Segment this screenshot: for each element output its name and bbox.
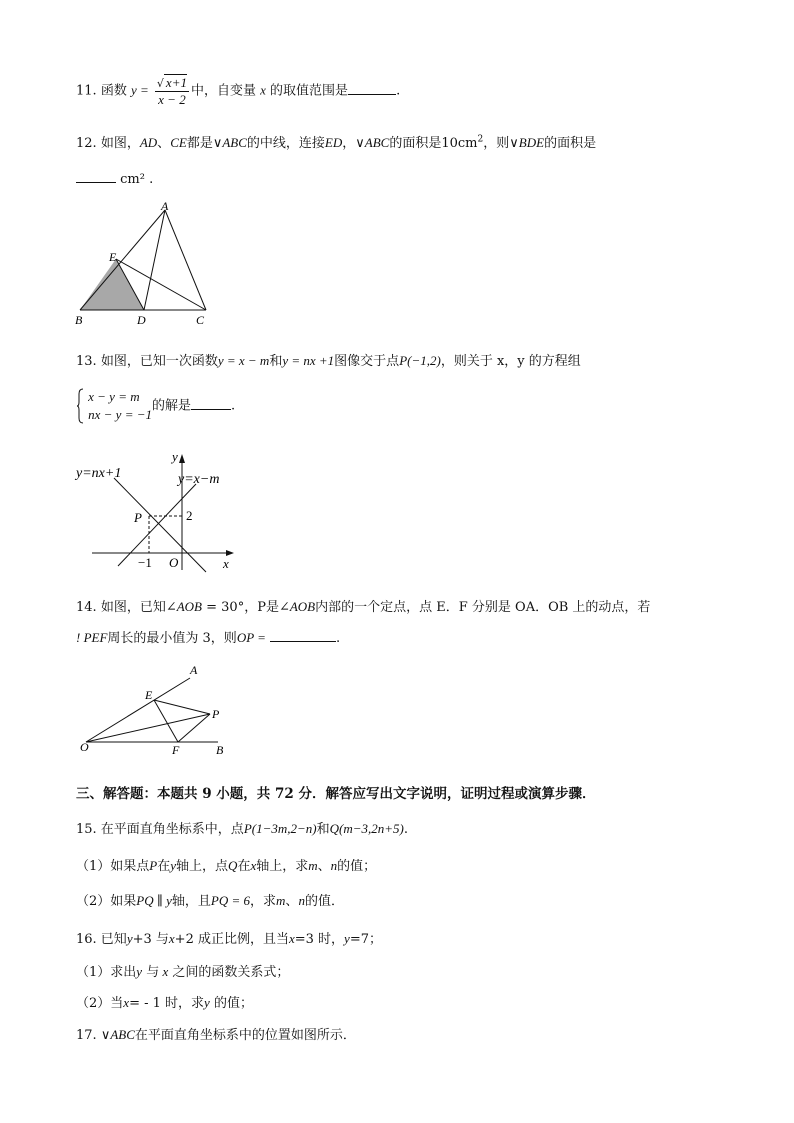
q12-number: 12. [76,136,101,151]
question-17 [76,1024,356,1043]
q13-text-c: 图像交于点 [334,354,400,369]
q16-p1-a: （1）求出 [76,965,137,980]
q12-ad: AD [139,135,158,150]
q11-lhs: y = [130,82,149,98]
q11-frac-num: x+1 [165,75,187,90]
q12-text-b: 都是 [186,136,213,151]
q17-text: 在平面直角坐标系中的位置如图所示． [134,1028,356,1043]
fig14-label-e: E [145,688,153,702]
q15-p2-a: （2）如果 [76,894,137,909]
q11-end: . [396,83,401,99]
fig14-label-f: F [172,743,180,756]
q14-line-2 [76,627,340,646]
fig12-label-c: C [196,313,205,327]
question-15 [76,818,408,837]
q15-and: 和 [316,822,330,837]
q15-p2-d: 、 [285,894,299,909]
q17-number: 17. [76,1028,101,1043]
q16-y: y [126,931,133,946]
q15-p1-p: P [149,858,158,873]
q14-text-c: 内部的一个定点，点 E．F 分别是 OA．OB 上的动点，若 [315,600,651,615]
q15-end: . [403,822,408,837]
q15-p2-eq: PQ = 6 [210,893,251,908]
fig13-axis-x: x [223,556,229,571]
question-12 [76,132,596,151]
fig14-label-a: A [190,663,198,677]
q15-p1-g: 的值； [337,859,377,874]
q12-tri-bde: ∨BDE [509,135,545,150]
q15-p1-n: n [330,858,338,873]
q16-p2-x: x [123,995,130,1010]
q13-text-a: 如图，已知一次函数 [100,354,218,369]
fig13-label-p: P [134,510,142,525]
q17-triangle: ∨ABC [100,1027,135,1042]
figure-13-graph [72,448,252,576]
figure-14-angle [74,660,234,756]
q16-p1-b: 与 [142,965,160,980]
q11-answer-blank [348,82,396,95]
q16-b: +2 成正比例，且当 [174,932,289,947]
fig14-label-b: B [216,743,224,756]
fig13-tick-neg1: −1 [138,555,152,570]
q15-p1-d: 在 [237,859,251,874]
q16-p1-c: 之间的函数关系式； [168,965,290,980]
q16-p2-a: （2）当 [76,996,124,1011]
q12-text-f: ，则 [483,136,510,151]
q12-answer-line [76,170,153,187]
q11-tail2: 的取值范围是 [270,83,349,99]
fig13-label-line-2: y=x−m [178,472,220,487]
q12-tri-abc-2: ∨ABC [355,135,390,150]
q16-p1-y: y [136,964,143,979]
q14-text-d: 周长的最小值为 3，则 [107,631,237,646]
q14-end: . [335,631,341,646]
q13-equation-2: nx − y = −1 [88,407,152,422]
brace-icon [76,388,84,424]
q11-tail: 中，自变量 [190,83,256,99]
fig14-label-o: O [80,740,89,754]
q15-p1-f: 、 [317,859,331,874]
q16-p2-b: = - 1 时，求 [129,996,205,1011]
q13-equation-1: x − y = m [88,389,140,404]
q13-system-line [76,388,235,424]
q16-p2-y: y [204,995,210,1010]
q15-p2-b: 轴，且 [171,894,211,909]
q15-p1-y: y [170,858,177,873]
q13-text-d: ，则关于 x，y 的方程组 [440,354,581,369]
q15-p1-a: （1）如果点 [76,859,150,874]
q12-end: . [149,172,154,187]
q13-equation-system [76,388,152,424]
q15-p2-c: ，求 [250,894,277,909]
q15-point-q: Q(m−3,2n+5) [329,821,404,836]
q13-func-1: y = x − m [217,353,270,368]
q11-fraction: $\frac{√ x+1}{x - 2}$ [156,75,187,107]
fig12-label-a: A [161,199,169,213]
q12-text-a: 如图， [100,136,140,151]
question-16 [76,928,382,947]
q14-number: 14. [76,600,101,615]
q15-p1-q: Q [228,858,238,873]
q15-p2-e: 的值． [304,894,344,909]
fig12-label-d: D [137,313,146,327]
q15-p1-c: 轴上，点 [176,859,229,874]
question-14 [76,596,650,615]
q16-text: 16. 已知 [76,932,127,947]
fig13-tick-2: 2 [186,508,193,523]
q14-answer-blank [270,629,336,642]
q16-p2-c: 的值； [209,996,253,1011]
q14-angle: AOB [176,599,202,614]
q12-sup: 2 [477,134,484,145]
q13-number: 13. [76,354,101,369]
q12-text-e: 的面积是10cm [389,136,478,151]
fig13-origin: O [169,555,179,570]
q16-part-1 [76,961,289,980]
q15-part-1 [76,855,376,874]
q14-triangle: ! PEF [76,630,108,645]
question-11 [76,75,400,107]
q15-p2-n: n [298,893,305,908]
q16-y-2: y [344,931,350,946]
section-3-heading: 三、解答题：本题共 9 小题，共 72 分．解答应写出文字说明，证明过程或演算步骤． [76,786,596,802]
q16-x: x [168,931,175,946]
q16-part-2 [76,992,253,1011]
q11-var: x [260,82,266,98]
q12-sep: 、 [157,136,171,151]
q11-frac-den: x − 2 [158,92,186,107]
q12-unit: cm² [120,172,145,187]
q12-ce: CE [170,135,187,150]
q12-text-c: 的中线，连接 [246,136,325,151]
q13-point: P(−1,2) [399,353,441,368]
q15-part-2 [76,890,344,909]
q14-op: OP = [236,630,266,645]
question-13 [76,350,581,369]
figure-12-triangle [70,198,220,328]
q13-func-2: y = nx +1 [282,353,335,368]
q16-c: =3 时， [294,932,345,947]
fig13-label-line-1: y=nx+1 [76,466,122,481]
q15-p1-x: x [250,858,257,873]
fig14-label-p: P [212,707,220,721]
q12-text-d: ， [342,136,356,151]
q13-text-e: 的解是 [152,398,192,414]
q14-angle-2: AOB [289,599,316,614]
q13-end: . [231,398,236,414]
q13-answer-blank [191,397,231,410]
q12-answer-blank [76,170,116,183]
fig13-axis-y: y [172,449,178,464]
q12-ed: ED [324,135,343,150]
q15-p1-m: m [308,858,318,873]
shaded-triangle-bde [80,259,144,310]
q11-lead: 函数 [100,83,127,99]
q14-text-a: 如图，已知∠ [100,600,177,615]
q16-a: +3 与 [132,932,169,947]
q16-p1-x: x [159,964,169,979]
fig12-label-e: E [109,250,117,264]
q15-p1-b: 在 [157,859,171,874]
q16-d: =7； [349,932,382,947]
q15-p2-m: m [276,893,286,908]
q11-number: 11. [76,83,101,99]
q12-tri-abc: ∨ABC [212,135,247,150]
q14-text-b: = 30°，P是∠ [202,600,290,615]
q12-text-g: 的面积是 [544,136,597,151]
q15-point-p: P(1−3m,2−n) [243,821,317,836]
q15-p2-pq: PQ ∥ y [136,893,172,908]
fig12-label-b: B [75,313,83,327]
q13-text-b: 和 [269,354,283,369]
q15-p1-e: 轴上，求 [256,859,309,874]
q16-x-2: x [288,931,295,946]
q15-text: 15. 在平面直角坐标系中，点 [76,822,244,837]
